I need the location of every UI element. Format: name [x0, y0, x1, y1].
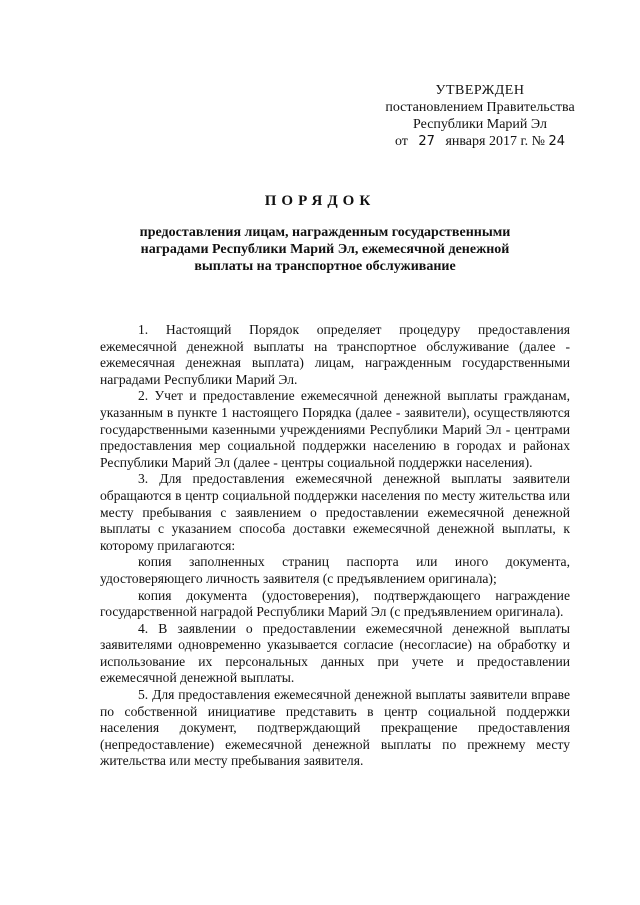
- paragraph-3: 3. Для предоставления ежемесячной денежной выплаты заявители обращаются в центр социальной поддержки населения по месту жительства или месту пребывания с заявлением о предоставлении ежемесячной денежной выплаты с указанием способа доставки ежемесячной денежной выплаты, к которому прилагаются:: [100, 471, 570, 553]
- paragraph-1: 1. Настоящий Порядок определяет процедуру предоставления ежемесячной денежной выплаты на транспортное обслуживание (далее - ежемесячная денежная выплата) лицам, награжденным государственными наградами Республики Марий Эл.: [100, 322, 570, 387]
- paragraph-4: 4. В заявлении о предоставлении ежемесячной денежной выплаты заявителями одновременно указывается согласие (несогласие) на обработку и использование их персональных данных при учете и предоставлении ежемесячной денежной выплаты.: [100, 620, 570, 686]
- document-subtitle: предоставления лицам, награжденным государственными наградами Республики Марий Эл, ежемесячной денежной выплаты на транспортное обслуживание: [139, 225, 511, 274]
- document-title: ПОРЯДОК: [264, 193, 376, 209]
- approval-block: [360, 82, 600, 150]
- paragraph-5: 5. Для предоставления ежемесячной денежной выплаты заявители вправе по собственной инициативе представить в центр социальной поддержки населения документ, подтверждающий прекращение предоставления (непредоставление) ежемесячной денежной выплаты по прежнему месту жительства или месту пребывания заявителя.: [100, 687, 570, 769]
- date-day: 27: [418, 134, 435, 149]
- approval-line-2: Республики Марий Эл: [413, 117, 547, 132]
- approval-stamp: УТВЕРЖДЕН: [435, 83, 525, 98]
- approval-line-1: постановлением Правительства: [385, 100, 575, 115]
- paragraph-2: 2. Учет и предоставление ежемесячной денежной выплаты гражданам, указанным в пункте 1 настоящего Порядка (далее - заявители), осуществляются государственными казенными учреждениями Республики Марий Эл - центрами предоставления мер социальной поддержки населению в городах и районах Республики Марий Эл (далее - центры социальной поддержки населения).: [100, 388, 570, 470]
- date-rest: января 2017 г. №: [445, 134, 545, 149]
- document-body: [100, 322, 570, 770]
- date-number: 24: [548, 134, 566, 149]
- paragraph-3-item-2: копия документа (удостоверения), подтверждающего награждение государственной наградой Республики Марий Эл (с предъявлением оригинала).: [100, 587, 570, 620]
- paragraph-3-item-1: копия заполненных страниц паспорта или иного документа, удостоверяющего личность заявителя (с предъявлением оригинала);: [100, 554, 570, 586]
- date-prefix: от: [394, 134, 408, 149]
- approval-date-line: [360, 133, 600, 150]
